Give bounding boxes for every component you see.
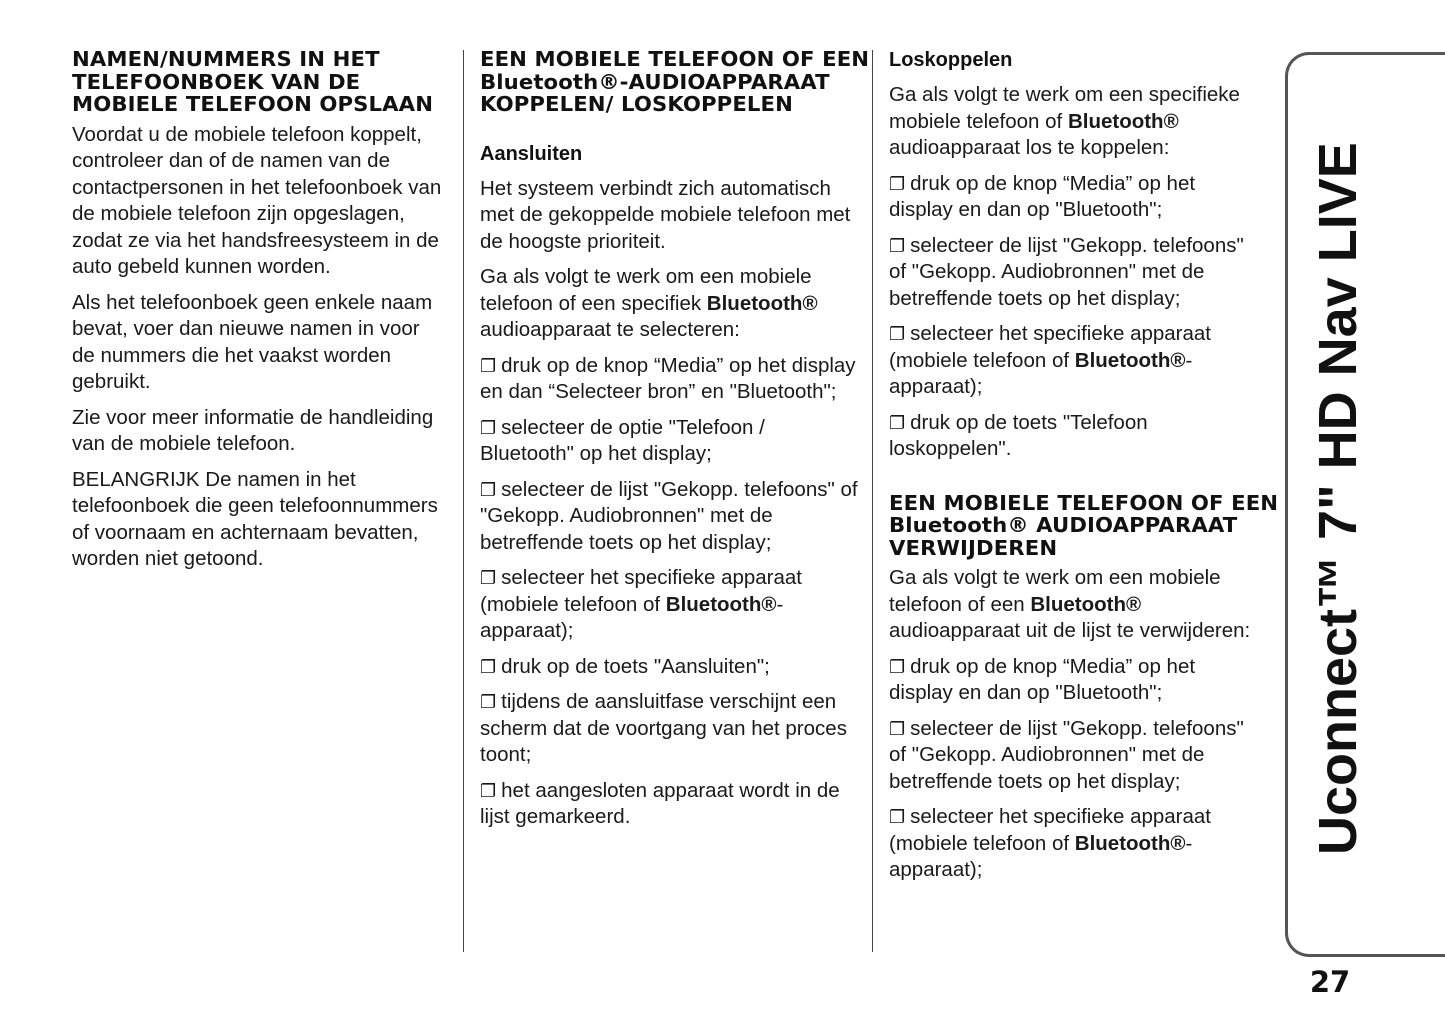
subheading-connect: Aansluiten (480, 142, 583, 165)
list-item: ❐ druk op de toets "Telefoon loskoppelen". (889, 410, 1261, 463)
paragraph: Het systeem verbindt zich automatisch met de gekoppelde mobiele telefoon met de hoogste prioriteit. (480, 176, 851, 253)
paragraph: Als het telefoonboek geen enkele naam bevat, voer dan nieuwe namen in voor de nummers die het vaakst worden gebruikt. (72, 290, 433, 393)
list-item: ❐ selecteer het specifieke apparaat (mobiele telefoon of Bluetooth®-apparaat); (889, 804, 1261, 884)
list-item: ❐ druk op de knop “Media” op het display en dan “Selecteer bron” en "Bluetooth"; (480, 353, 860, 406)
column-divider (463, 50, 464, 952)
list-item: ❐ selecteer de lijst "Gekopp. telefoons" of "Gekopp. Audiobronnen" met de betreffende toets op het display; (889, 716, 1261, 796)
chapter-title: Uconnect™ 7" HD Nav LIVE (1308, 142, 1368, 855)
list-item: ❐ selecteer de lijst "Gekopp. telefoons" of "Gekopp. Audiobronnen" met de betreffende toets op het display; (889, 233, 1261, 313)
section-heading-save-names: NAMEN/NUMMERS IN HET TELEFOONBOEK VAN DE MOBIELE TELEFOON OPSLAAN (72, 47, 434, 116)
important-note: BELANGRIJK De namen in het telefoonboek die geen telefoonnummers of voornaam en achternaam bevatten, worden niet getoond. (72, 467, 438, 570)
paragraph: Ga als volgt te werk om een mobiele telefoon of een Bluetooth® audioapparaat uit de lijst te verwijderen: (889, 566, 1251, 642)
section-heading-remove-device: EEN MOBIELE TELEFOON OF EEN Bluetooth® AUDIOAPPARAAT VERWIJDEREN (889, 490, 1279, 560)
list-item: ❐ druk op de toets "Aansluiten"; (480, 654, 860, 681)
column-1 (72, 48, 447, 582)
section-heading-pair-unpair: EEN MOBIELE TELEFOON OF EEN Bluetooth®-AUDIOAPPARAAT KOPPELEN/ LOSKOPPELEN (480, 47, 870, 116)
list-item: ❐ druk op de knop “Media” op het display en dan op "Bluetooth"; (889, 654, 1261, 707)
list-item: ❐ selecteer het specifieke apparaat (mobiele telefoon of Bluetooth®-apparaat); (480, 565, 860, 645)
subheading-disconnect: Loskoppelen (889, 49, 1013, 71)
list-item: ❐ selecteer de optie "Telefoon / Bluetooth" op het display; (480, 415, 860, 468)
list-item: ❐ tijdens de aansluitfase verschijnt een scherm dat de voortgang van het proces toont; (480, 689, 860, 769)
page-number: 27 (1309, 965, 1351, 999)
list-item: ❐ selecteer het specifieke apparaat (mobiele telefoon of Bluetooth®-apparaat); (889, 321, 1261, 401)
paragraph: Ga als volgt te werk om een mobiele telefoon of een specifiek Bluetooth® audioapparaat te selecteren: (480, 265, 818, 341)
paragraph: Voordat u de mobiele telefoon koppelt, controleer dan of de namen van de contactpersonen in het telefoonboek van de mobiele telefoon zijn opgeslagen, zodat ze via het handsfreesysteem in de auto gebeld kunnen worden. (72, 122, 442, 278)
paragraph: Ga als volgt te werk om een specifieke mobiele telefoon of Bluetooth® audioapparaat los te koppelen: (889, 83, 1240, 159)
list-item: ❐ het aangesloten apparaat wordt in de lijst gemarkeerd. (480, 778, 860, 831)
column-3 (889, 48, 1279, 893)
paragraph: Zie voor meer informatie de handleiding van de mobiele telefoon. (72, 405, 434, 455)
column-2 (480, 47, 870, 840)
list-item: ❐ selecteer de lijst "Gekopp. telefoons" of "Gekopp. Audiobronnen" met de betreffende toets op het display; (480, 477, 860, 557)
list-item: ❐ druk op de knop “Media” op het display en dan op "Bluetooth"; (889, 171, 1261, 224)
column-divider (872, 50, 873, 952)
